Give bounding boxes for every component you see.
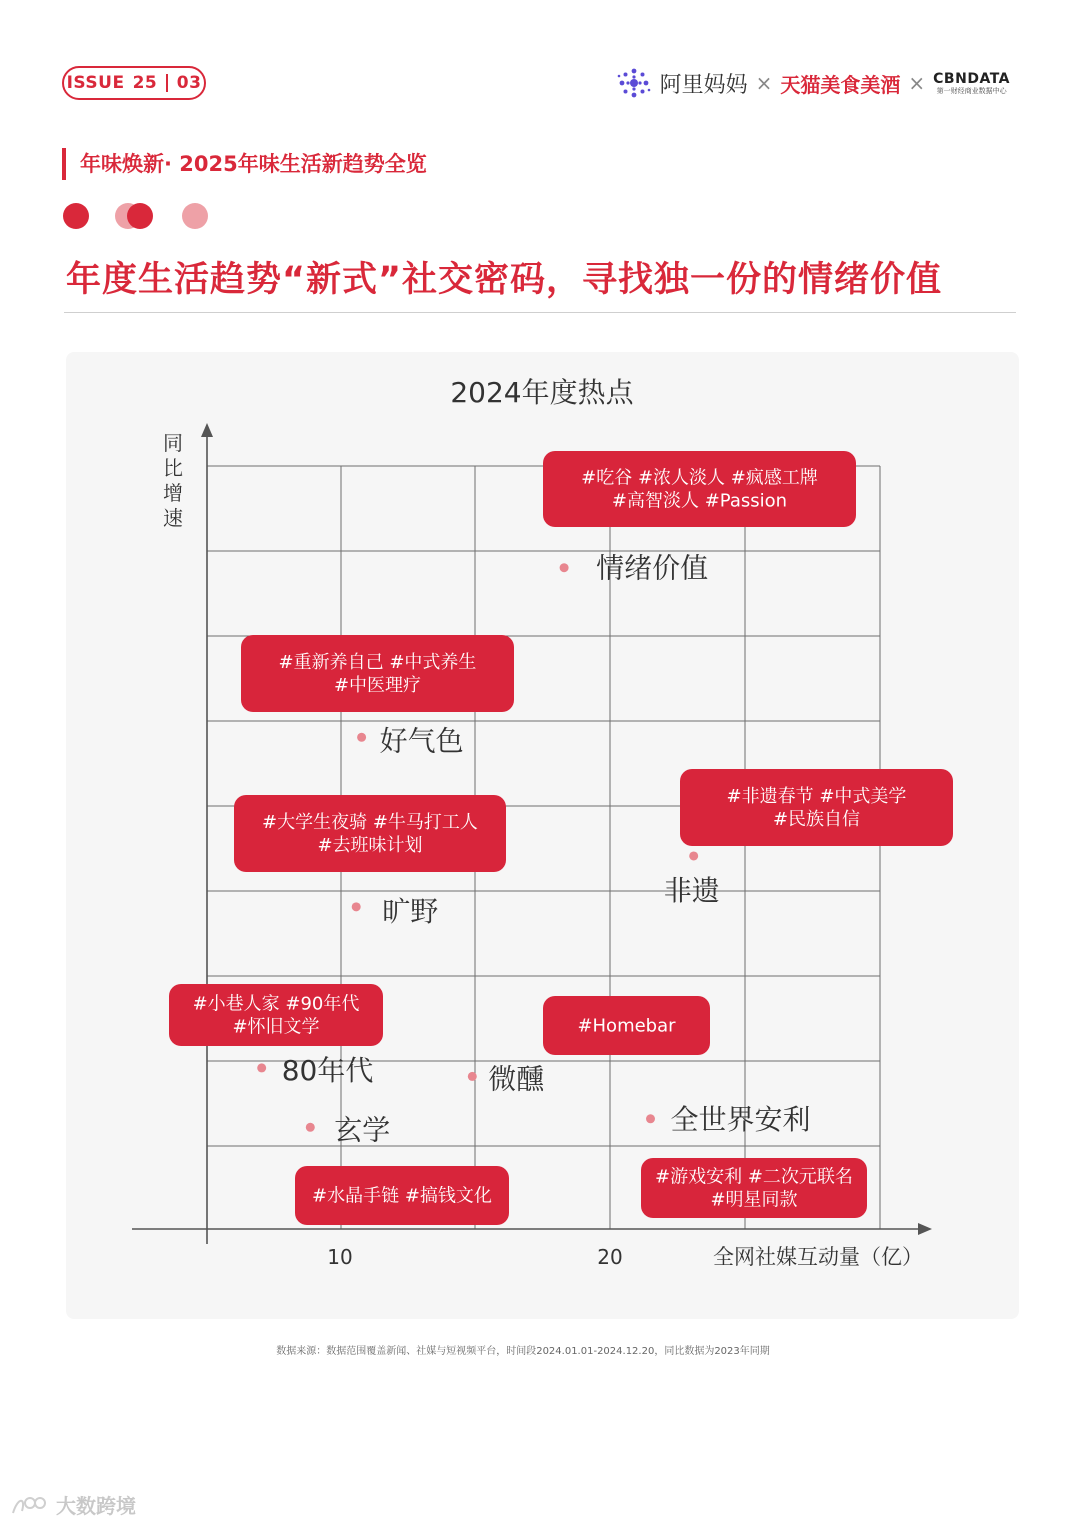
x-tick-label: 20 (597, 1245, 623, 1269)
x-axis-label: 全网社媒互动量（亿） (713, 1245, 923, 1269)
data-point-marker (352, 902, 361, 911)
data-point-label: 旷野 (382, 894, 439, 928)
tag-bubble (295, 1166, 509, 1225)
brand-cbndata-sub: 第一财经商业数据中心 (936, 86, 1007, 95)
tag-bubble-text: #去班味计划 (317, 835, 423, 856)
data-point-label: 80年代 (281, 1053, 374, 1087)
tag-bubble (543, 996, 710, 1055)
tag-bubble-text: #高智淡人 #Passion (611, 490, 788, 512)
watermark (10, 1490, 136, 1519)
data-point-marker (257, 1063, 266, 1072)
tag-bubble-text: #民族自信 (772, 809, 861, 830)
brand-separator-1: × (755, 71, 773, 95)
issue-label: ISSUE (66, 73, 125, 93)
x-tick-label: 10 (327, 1245, 353, 1269)
y-axis-label-char: 比 (163, 456, 183, 480)
x-axis-arrow-icon (918, 1223, 932, 1235)
tag-bubble-text: #明星同款 (710, 1189, 798, 1211)
tag-bubble-text: #水晶手链 #搞钱文化 (312, 1185, 492, 1207)
data-point-label: 玄学 (334, 1113, 391, 1147)
data-point-label: 情绪价值 (596, 551, 709, 585)
tag-bubble (680, 769, 953, 846)
tag-bubble-text: #重新养自己 #中式养生 (278, 652, 477, 673)
brand-separator-2: × (908, 71, 926, 95)
tag-bubble (241, 635, 514, 712)
x-ticks (327, 1245, 622, 1269)
data-point-label: 好气色 (379, 724, 464, 758)
tag-bubble-bg (241, 635, 514, 712)
section-subtitle: 年味焕新· 2025年味生活新趋势全览 (62, 148, 427, 180)
data-point-marker (468, 1072, 477, 1081)
data-point-label: 非遗 (663, 873, 720, 907)
tag-bubble-text: #游戏安利 #二次元联名 (655, 1166, 853, 1188)
tag-bubble-text: #小巷人家 #90年代 (192, 993, 360, 1015)
tag-bubble (641, 1158, 867, 1218)
page-number: 03 (176, 73, 202, 93)
tag-bubble-bg (680, 769, 953, 846)
data-point-marker (646, 1114, 655, 1123)
issue-number: 25 (132, 73, 158, 93)
y-axis-label-char: 速 (163, 506, 183, 530)
data-source-note: 数据来源：数据范围覆盖新闻、社媒与短视频平台，时间段2024.01.01-2024.12.20，同比数据为2023年同期 (276, 1346, 770, 1357)
data-point-label: 微醺 (488, 1062, 545, 1096)
watermark-logo-icon (10, 1493, 50, 1517)
tag-bubble (234, 795, 506, 872)
y-axis-label (163, 431, 183, 530)
tag-bubble-bg (543, 451, 856, 527)
data-point-label: 全世界安利 (670, 1102, 811, 1136)
data-point-marker (357, 733, 366, 742)
tag-bubble (169, 984, 383, 1046)
tag-bubble-text: #中医理疗 (333, 675, 422, 696)
tag-bubble-bg (234, 795, 506, 872)
brand-cbndata-name: CBNDATA (933, 70, 1010, 87)
page-title: 年度生活趋势“新式”社交密码，寻找独一份的情绪价值 (66, 260, 943, 300)
brand-tmall: 天猫美食美酒 (780, 72, 901, 97)
tag-bubble-text: #大学生夜骑 #牛马打工人 (262, 812, 478, 833)
data-point-marker (306, 1123, 315, 1132)
watermark-text: 大数跨境 (56, 1494, 136, 1518)
data-point-marker (560, 563, 569, 572)
chart-title: 2024年度热点 (450, 376, 634, 409)
tag-bubble (543, 451, 856, 527)
brand-alimama: 阿里妈妈 (659, 72, 748, 98)
y-axis-arrow-icon (201, 423, 213, 437)
data-point-marker (689, 851, 698, 860)
tag-bubble-text: #吃谷 #浓人淡人 #疯感工牌 (581, 467, 818, 489)
tag-bubble-text: #怀旧文学 (232, 1016, 320, 1038)
tag-bubble-text: #非遗春节 #中式美学 (726, 786, 907, 807)
y-axis-label-char: 同 (163, 431, 183, 455)
tag-bubble-text: #Homebar (577, 1015, 676, 1037)
y-axis-label-char: 增 (163, 481, 183, 505)
